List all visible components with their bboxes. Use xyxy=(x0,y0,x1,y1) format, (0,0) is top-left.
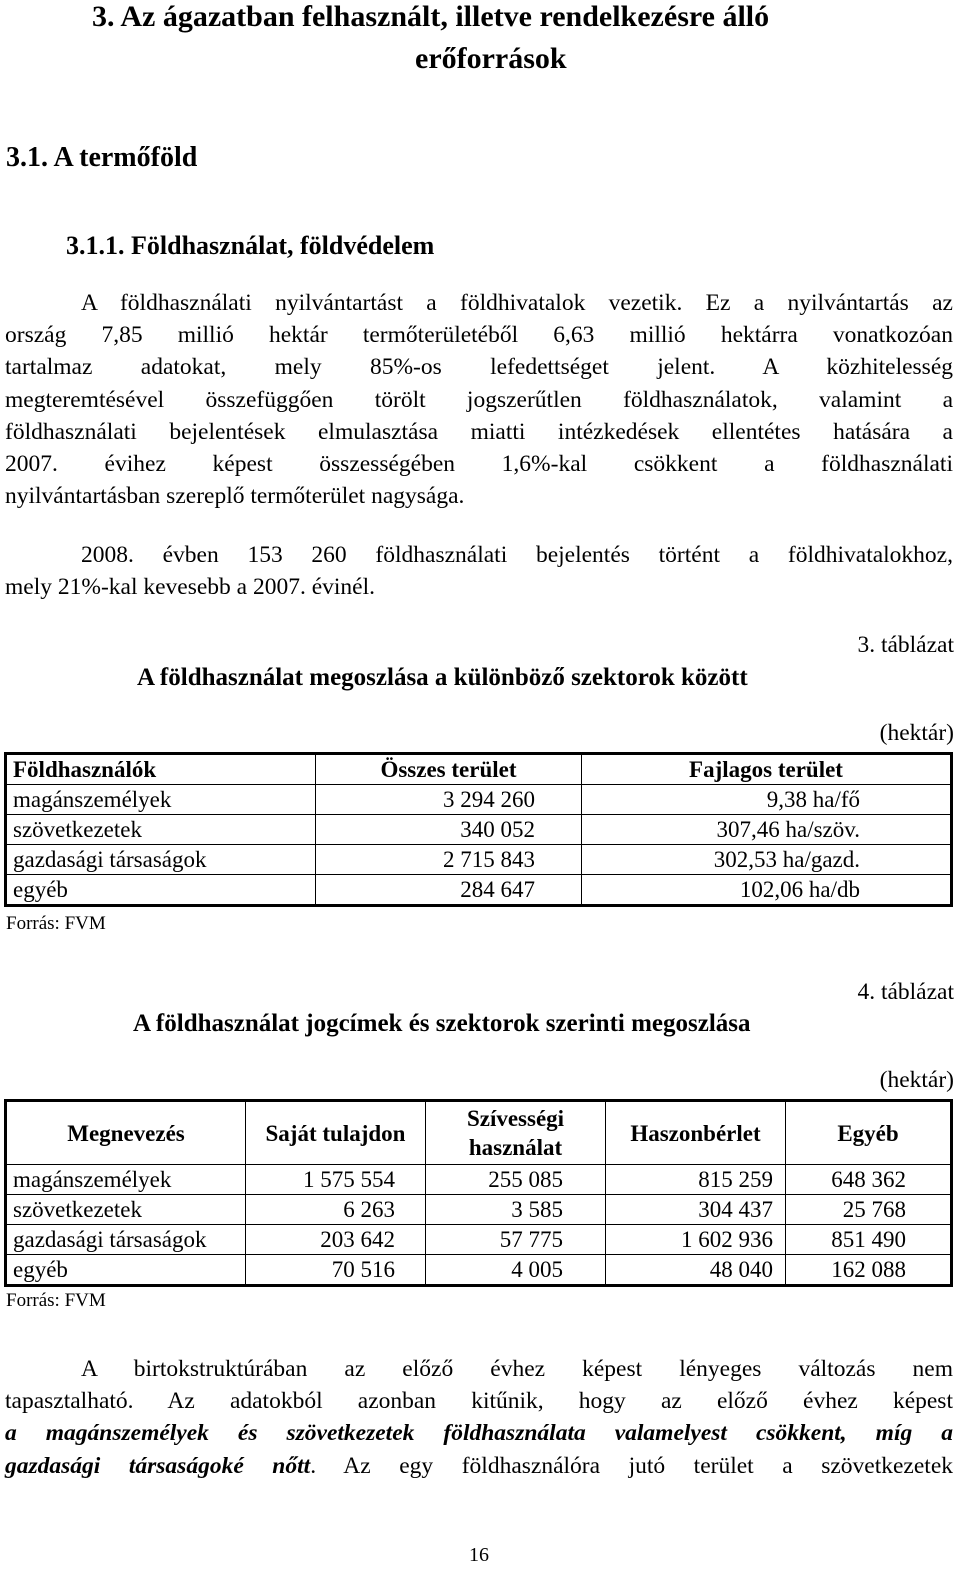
table-cell: szövetkezetek xyxy=(6,1195,246,1225)
table-cell: 648 362 xyxy=(786,1165,952,1195)
chapter-title-line1: 3. Az ágazatban felhasznált, illetve rendelkezésre álló xyxy=(92,0,770,33)
section-title: 3.1. A termőföld xyxy=(6,142,198,173)
table-cell: 302,53 ha/gazd. xyxy=(582,845,952,875)
table-cell: 255 085 xyxy=(426,1165,606,1195)
table4-unit: (hektár) xyxy=(879,1067,954,1093)
table4 xyxy=(4,1099,953,1287)
table-cell: 48 040 xyxy=(606,1255,786,1286)
table-row xyxy=(6,1225,952,1255)
paragraph-1 xyxy=(5,287,953,512)
table-header-cell: Saját tulajdon xyxy=(246,1101,426,1165)
paragraph-3 xyxy=(5,1353,953,1482)
header-line: Szívességi xyxy=(466,1106,565,1131)
paragraph-2 xyxy=(5,539,953,603)
table-cell: 203 642 xyxy=(246,1225,426,1255)
page-number: 16 xyxy=(469,1544,489,1566)
table-cell: magánszemélyek xyxy=(6,785,316,815)
table3-unit: (hektár) xyxy=(879,720,954,746)
chapter-title-line2: erőforrások xyxy=(415,42,567,75)
emphasis-text: gazdasági társaságoké nőtt xyxy=(5,1452,311,1479)
table-cell: 3 585 xyxy=(426,1195,606,1225)
chapter-title xyxy=(92,0,892,80)
paragraph-line-mixed xyxy=(5,1450,953,1482)
paragraph-line: ország 7,85 millió hektár termőterületéből 6,63 millió hektárra vonatkozóan xyxy=(5,322,953,349)
table-row xyxy=(6,1195,952,1225)
paragraph-line: tartalmaz adatokat, mely 85%-os lefedettséget jelent. A közhitelesség xyxy=(5,354,953,381)
paragraph-line: megteremtésével összefüggően törölt jogszerűtlen földhasználatok, valamint a xyxy=(5,386,953,413)
table4-caption: 4. táblázat xyxy=(857,979,954,1005)
paragraph-text: . Az egy földhasználóra jutó terület a szövetkezetek xyxy=(310,1452,954,1479)
table-row xyxy=(6,875,952,906)
table-cell: 57 775 xyxy=(426,1225,606,1255)
table-header-cell: Földhasználók xyxy=(6,754,316,785)
table4-title: A földhasználat jogcímek és szektorok szerinti megoszlása xyxy=(133,1010,751,1037)
table-row xyxy=(6,1255,952,1286)
table-cell: 851 490 xyxy=(786,1225,952,1255)
table-header-cell: Összes terület xyxy=(316,754,582,785)
paragraph-line: 2007. évihez képest összességében 1,6%-kal csökkent a földhasználati xyxy=(5,451,953,478)
table-cell: 6 263 xyxy=(246,1195,426,1225)
table-cell: 70 516 xyxy=(246,1255,426,1286)
table-row xyxy=(6,785,952,815)
table-cell: 162 088 xyxy=(786,1255,952,1286)
paragraph-line: 2008. évben 153 260 földhasználati bejelentés történt a földhivatalokhoz, xyxy=(81,542,953,568)
table4-source: Forrás: FVM xyxy=(6,1290,106,1311)
paragraph-line-emphasis: a magánszemélyek és szövetkezetek földhasználata valamelyest csökkent, míg a xyxy=(5,1420,953,1447)
table-header-cell: Megnevezés xyxy=(6,1101,246,1165)
table-cell: magánszemélyek xyxy=(6,1165,246,1195)
table-cell: 304 437 xyxy=(606,1195,786,1225)
paragraph-line: A földhasználati nyilvántartást a földhivatalok vezetik. Ez a nyilvántartás az xyxy=(81,290,953,316)
paragraph-line: földhasználati bejelentések elmulasztása miatti intézkedések ellentétes hatására a xyxy=(5,418,953,445)
table-cell: 815 259 xyxy=(606,1165,786,1195)
table-cell: 340 052 xyxy=(316,815,582,845)
table-header-row xyxy=(6,754,952,785)
paragraph-line: tapasztalható. Az adatokból azonban kitűnik, hogy az előző évhez képest xyxy=(5,1388,953,1415)
subsection-title: 3.1.1. Földhasználat, földvédelem xyxy=(66,231,435,260)
table-header-row xyxy=(6,1101,952,1165)
table3-caption: 3. táblázat xyxy=(857,632,954,658)
table3-source: Forrás: FVM xyxy=(6,913,106,934)
paragraph-line: mely 21%-kal kevesebb a 2007. évinél. xyxy=(5,574,376,601)
table-cell: 284 647 xyxy=(316,875,582,906)
table3-title: A földhasználat megoszlása a különböző szektorok között xyxy=(137,664,748,691)
table-cell: 1 602 936 xyxy=(606,1225,786,1255)
table-cell: gazdasági társaságok xyxy=(6,1225,246,1255)
table-header-cell xyxy=(426,1101,606,1165)
table-cell: 9,38 ha/fő xyxy=(582,785,952,815)
table-row xyxy=(6,815,952,845)
table-header-cell: Haszonbérlet xyxy=(606,1101,786,1165)
table-cell: 3 294 260 xyxy=(316,785,582,815)
paragraph-line: nyilvántartásban szereplő termőterület nagysága. xyxy=(5,483,465,510)
table-cell: 307,46 ha/szöv. xyxy=(582,815,952,845)
table-cell: egyéb xyxy=(6,875,316,906)
table-cell: gazdasági társaságok xyxy=(6,845,316,875)
table-cell: egyéb xyxy=(6,1255,246,1286)
table-cell: 4 005 xyxy=(426,1255,606,1286)
table-cell: 2 715 843 xyxy=(316,845,582,875)
table3 xyxy=(4,752,953,907)
header-line: használat xyxy=(468,1135,563,1160)
paragraph-line: A birtokstruktúrában az előző évhez képest lényeges változás nem xyxy=(81,1356,953,1382)
table-header-cell: Egyéb xyxy=(786,1101,952,1165)
table-cell: 102,06 ha/db xyxy=(582,875,952,906)
table-cell: szövetkezetek xyxy=(6,815,316,845)
table-cell: 25 768 xyxy=(786,1195,952,1225)
table-row xyxy=(6,845,952,875)
table-cell: 1 575 554 xyxy=(246,1165,426,1195)
table-row xyxy=(6,1165,952,1195)
table-header-cell: Fajlagos terület xyxy=(582,754,952,785)
